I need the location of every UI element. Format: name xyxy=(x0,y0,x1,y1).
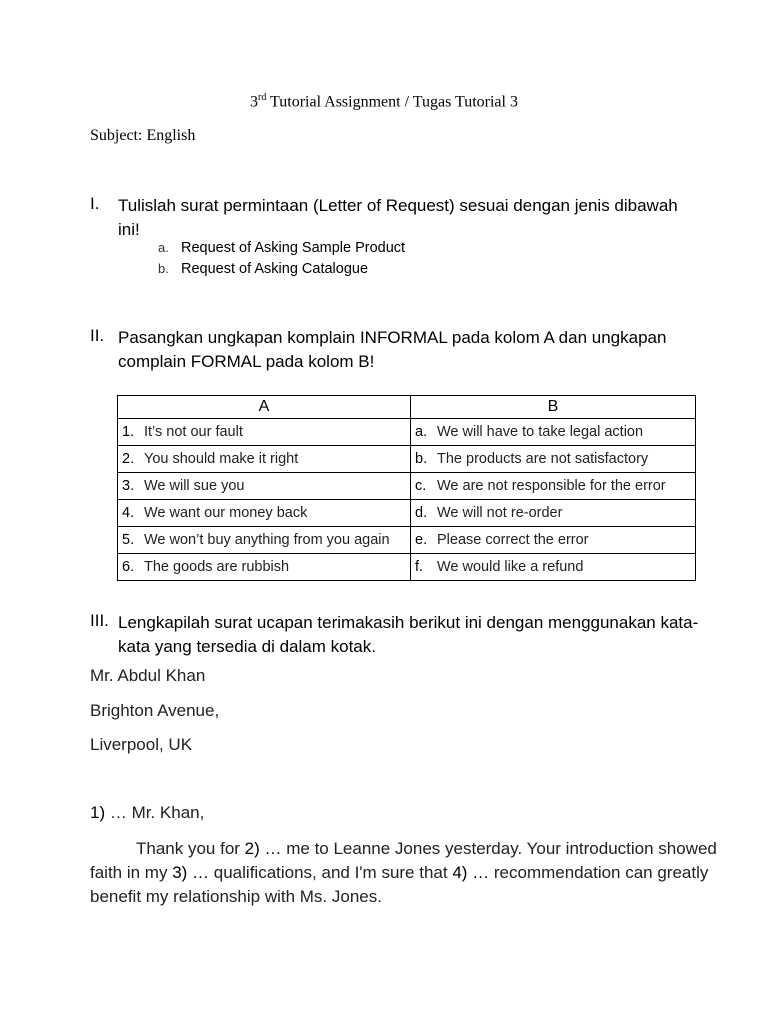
table-row xyxy=(118,446,696,473)
table-header-row xyxy=(118,396,696,419)
column-b-cell xyxy=(411,446,696,473)
row-number: 3. xyxy=(122,478,135,494)
recipient-street: Brighton Avenue, xyxy=(90,701,220,720)
informal-expression: You should make it right xyxy=(144,451,299,467)
row-number: 5. xyxy=(122,532,135,548)
formal-expression: We will not re-order xyxy=(437,505,563,521)
column-b-cell xyxy=(411,554,696,581)
table-row xyxy=(118,527,696,554)
body-text: recommendation can greatly benefit my relationship with Ms. Jones. xyxy=(90,863,709,906)
section-2-number: II. xyxy=(90,326,105,345)
blank-1: 1) xyxy=(90,803,106,822)
item-text: Request of Asking Sample Product xyxy=(181,240,406,256)
formal-expression: The products are not satisfactory xyxy=(437,451,649,467)
section-3-instruction: Lengkapilah surat ucapan terimakasih berikut ini dengan menggunakan kata-kata yang tersedia di dalam kotak. xyxy=(118,613,699,656)
section-2-instruction: Pasangkan ungkapan komplain INFORMAL pada kolom A dan ungkapan complain FORMAL pada kolom B! xyxy=(118,328,667,371)
section-1-instruction: Tulislah surat permintaan (Letter of Request) sesuai dengan jenis dibawah ini! xyxy=(118,196,678,239)
blank-2: 2) … xyxy=(244,839,282,858)
row-letter: f. xyxy=(415,559,424,575)
column-a-cell xyxy=(118,527,411,554)
column-a-header: A xyxy=(118,396,411,419)
subject-label: Subject: English xyxy=(90,127,196,144)
formal-expression: We are not responsible for the error xyxy=(437,478,666,494)
recipient-city: Liverpool, UK xyxy=(90,735,193,754)
formal-expression: Please correct the error xyxy=(437,532,589,548)
item-text: Request of Asking Catalogue xyxy=(181,261,369,277)
informal-expression: We will sue you xyxy=(144,478,245,494)
row-letter: a. xyxy=(415,424,428,440)
informal-expression: The goods are rubbish xyxy=(144,559,290,575)
column-b-cell xyxy=(411,527,696,554)
letter-body-paragraph xyxy=(90,837,730,909)
column-a-cell xyxy=(118,554,411,581)
table-row xyxy=(118,554,696,581)
column-a-cell xyxy=(118,446,411,473)
informal-expression: It’s not our fault xyxy=(144,424,243,440)
informal-expression: We want our money back xyxy=(144,505,308,521)
item-letter: b. xyxy=(158,261,169,276)
formal-expression: We will have to take legal action xyxy=(437,424,644,440)
document-title: 3rd Tutorial Assignment / Tugas Tutorial 3 xyxy=(250,92,518,111)
column-b-header: B xyxy=(411,396,696,419)
column-a-cell xyxy=(118,500,411,527)
section-1-number: I. xyxy=(90,194,100,213)
section-3-number: III. xyxy=(90,611,109,630)
informal-expression: We won’t buy anything from you again xyxy=(144,532,390,548)
row-letter: e. xyxy=(415,532,428,548)
salutation-text: … Mr. Khan, xyxy=(105,803,205,822)
row-number: 1. xyxy=(122,424,135,440)
body-text: me to Leanne Jones yesterday. Your introduction showed faith in my xyxy=(90,839,717,882)
column-b-cell xyxy=(411,500,696,527)
formal-expression: We would like a refund xyxy=(437,559,584,575)
row-letter: c. xyxy=(415,478,427,494)
row-number: 2. xyxy=(122,451,135,467)
row-number: 6. xyxy=(122,559,135,575)
table-row xyxy=(118,419,696,446)
row-letter: b. xyxy=(415,451,428,467)
item-letter: a. xyxy=(158,240,169,255)
table-row xyxy=(118,473,696,500)
matching-table xyxy=(117,395,696,581)
column-a-cell xyxy=(118,419,411,446)
body-text: qualifications, and I'm sure that xyxy=(209,863,453,882)
row-letter: d. xyxy=(415,505,428,521)
table-row xyxy=(118,500,696,527)
letter-salutation xyxy=(90,803,204,823)
blank-3: 3) … xyxy=(172,863,210,882)
blank-4: 4) … xyxy=(452,863,490,882)
column-b-cell xyxy=(411,419,696,446)
column-b-cell xyxy=(411,473,696,500)
column-a-cell xyxy=(118,473,411,500)
recipient-name: Mr. Abdul Khan xyxy=(90,666,206,685)
body-text: Thank you for xyxy=(136,839,245,858)
row-number: 4. xyxy=(122,505,135,521)
